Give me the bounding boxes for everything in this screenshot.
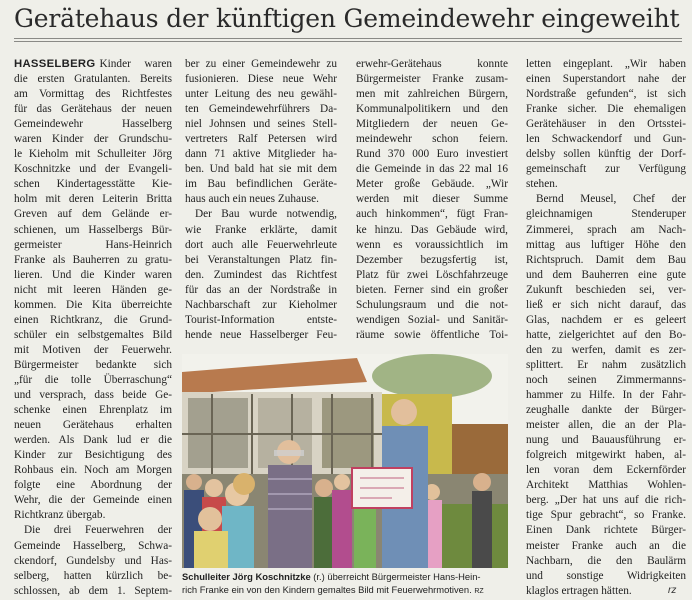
article-line: len Schwackendorf und Gun- [526,133,686,146]
article-line: unter Leitung des neu gewähl- [185,88,337,101]
article-line: fusionieren. Diese neue Wehr [185,73,337,86]
article-line: für das Gerätehaus der neuen [14,103,172,116]
article-line: klaglos ertragen hätten. [526,584,632,597]
article-line: bieten. Ferner sind ein großer [356,283,508,296]
article-line: auch hinkommen“, fügt Fran- [356,208,508,221]
article-line: Dezember bezugsfertig ist, [356,253,508,266]
article-line: neuen Gerätehaus erhalten [14,419,172,432]
article-line: berg. „Der hat uns auf die rich- [526,494,686,507]
article-line: Franke sicher. Die ehemaligen [526,103,686,116]
article-line: gleichnamigen Stenderuper [526,208,686,221]
article-line: schen Kindertagesstätte Kie- [14,178,172,191]
article-line: die Gemeinde in das 22 mal 16 [356,163,508,176]
article-line: Richtkranz übergab. [14,509,106,522]
article-line: einen Richtkranz, die Grund- [14,313,172,326]
article-line: die ersten Gratulanten. Bereits [14,73,172,86]
article-line: Der Bau wurde notwendig, [195,208,337,221]
article-line: Nachbarschaft zur Kieholmer [185,298,337,311]
article-line: stehen. [526,178,558,191]
article-line: letten eingeplant. „Wir haben [526,58,686,70]
article-column-2 [185,57,337,343]
article-line: Bernd Meusel, Chef der [536,193,686,206]
article-column-1 [14,57,172,599]
caption-text-1: (r.) überreicht Bürgermeister Hans-Hein- [310,571,481,582]
article-line: wenn es voraussichtlich im [356,238,508,251]
article-line: folgte eine Abordnung der [14,479,172,492]
article-line: holm mit deren Leiterin Britta [14,193,172,206]
article-line: Glas, nachdem er es geleert [526,313,686,326]
photo-credit: RZ [474,588,484,595]
caption-text-2: rich Franke ein von den Kindern gemaltes Bild mit Feuerwehrmotiven. [182,584,472,595]
article-line: mit Motiven der Feuerwehr. [14,343,172,356]
article-line: Gemeindewehr Hasselberg [14,118,172,131]
article-line: ten Gemeindewehrführers Da- [185,103,337,116]
article-line: le Kieholm mit Schulleiter Jörg [14,148,172,161]
article-line: für das an der Nordstraße in [185,283,337,296]
article-line: meister Franke auch an die [526,539,686,552]
article-line: germeister Hans-Heinrich [14,238,172,251]
article-line: Meter große Gebäude. „Wir [356,178,508,191]
article-line: Franke als Bauherren zu gratu- [14,253,172,266]
article-line: dort auch alle Feuerwehrleute [185,238,337,251]
article-line: im Bau befindlichen Geräte- [185,178,337,191]
article-line: selberg, hatten kürzlich be- [14,569,172,582]
article-line: räume sowie öffentliche Toi- [356,328,508,341]
article-line: nicht mit leeren Händen ge- [14,283,172,296]
article-line: ke hinzu. Das Gebäude wird, [356,223,508,236]
article-line: Die drei Feuerwehren der [24,524,172,537]
article-line: hatte, zielgerichtet auf den Bo- [526,328,686,341]
article-line: und versprach, dass beide Ge- [14,389,172,402]
article-line: werden mit dieser Summe [356,193,508,206]
headline: Gerätehaus der künftigen Gemeindewehr eingeweiht [14,4,680,33]
article-line: Wehr, die der Gemeinde einen [14,494,172,507]
article-line: Gemeinde Hasselberg, Schwa- [14,539,172,552]
article-line: Architekt Matthias Wohlen- [526,479,686,492]
article-column-3 [356,57,508,343]
article-line: Rund 370 000 Euro investiert [356,148,508,161]
article-line: Einen Dank richtete Bürger- [526,524,686,537]
article-line: ließ er sich nicht darauf, das [526,298,686,311]
article-line: schenke einen Ehrenplatz im [14,404,172,417]
article-line: dann 71 aktive Mitglieder ha- [185,148,337,161]
article-line: Nordstraße gefunden“, ist sich [526,88,686,101]
headline-rule-bottom [14,41,682,42]
article-line: Bürgermeister Franke zusam- [356,73,508,86]
article-line: niel Johnsen und seines Stell- [185,118,337,131]
article-column-4 [526,57,686,599]
article-line: und sonstige Widrigkeiten [526,569,686,582]
article-line: tige Spur gebracht“, so Franke. [526,509,686,522]
article-line: Rohbaus ein. Noch am Morgen [14,464,172,477]
article-line: haus auch ein neues Zuhause. [185,193,319,206]
article-line: den zu werfen, damit es zer- [526,343,686,356]
article-line: Kinder zur Besichtigung des [14,449,172,462]
article-line: noch seinen Zimmermanns- [526,373,686,386]
article-line: schlossen, ab dem 1. Septem- [14,584,172,597]
article-text: Kinder waren [99,58,172,70]
article-line: erwehr-Gerätehaus konnte [356,58,508,70]
article-line: Gerätehäuser in den Ortsstei- [526,118,686,131]
photo-caption [182,570,508,598]
article-line: Mitgliedern der neuen Ge- [356,118,508,131]
article-line: Koschnitzke und der Evangeli- [14,163,172,176]
article-line: einen Superstandort nahe der [526,73,686,86]
article-photo [182,354,508,568]
article-line: hammer zu Hilfe. In der Fahr- [526,389,686,402]
article-line: Richtspruch. Damit dem Bau [526,253,686,266]
headline-rule-top [14,38,682,39]
article-line [14,57,172,72]
article-line: hende neue Hasselberger Feu- [185,328,337,341]
article-line: Platz für zwei Löschfahrzeuge [356,268,508,281]
article-line: „für die tolle Überraschung“ [14,373,172,386]
article-line: schienen, um Hasselbergs Bür- [14,223,172,236]
article-line: gemeinschaft zur Verfügung [526,163,686,176]
article-line: Greven auf dem Gelände er- [14,208,172,221]
dateline: HASSELBERG [14,58,96,70]
article-line: wie Franke erklärte, damit [185,223,337,236]
article-line: nung und Bauausführung er- [526,434,686,447]
article-line: Zukunft beschieden sei, ver- [526,283,686,296]
article-line: meister allen, die an der Pla- [526,419,686,432]
article-line: und dem Bauherren eine gute [526,268,686,281]
article-line: ber zu einer Gemeindewehr zu [185,58,337,70]
article-line: splittert. Er nahm zusätzlich [526,358,686,371]
article-line: delsby sollen künftig der Dorf- [526,148,686,161]
article-line: ckendorf, Gundelsby und Has- [14,554,172,567]
article-line: mittag aus luftiger Höhe den [526,238,686,251]
article-line: Bürgermeister bedankte sich [14,358,172,371]
caption-person: Schulleiter Jörg Koschnitzke [182,571,311,582]
article-line: kommen. Die Kita überreichte [14,298,172,311]
article-line: den. Zumindest das Richtfest [185,268,337,281]
article-line: Kommunalpolitikern und den [356,103,508,116]
article-line: len voran dem Eckernförder [526,464,686,477]
article-line: werden. Als Dank lud er die [14,434,172,447]
article-line: zeughalle dankte der Bürger- [526,404,686,417]
article-line: lieren. Und die Kinder waren [14,268,172,281]
article-line: Tourist-Information entste- [185,313,337,326]
article-line: am Vormittag des Richtfestes [14,88,172,101]
corner-mark: rz [668,585,677,596]
article-line: Schulungsraum und die not- [356,298,508,311]
article-line: Nachbarn, die den Baulärm [526,554,686,567]
article-line: bei Veranstaltungen Platz fin- [185,253,337,266]
article-line: Zimmerei, sprach am Nach- [526,223,686,236]
article-line: folgreich mitgewirkt haben, al- [526,449,686,462]
article-line: wendigen Sozial- und Sanitär- [356,313,508,326]
article-line: waren Kinder der Grundschu- [14,133,172,146]
article-line: meindewehr schon feiern. [356,133,508,146]
article-line: men mit zahlreichen Bürgern, [356,88,508,101]
article-line: schüler ein selbstgemaltes Bild [14,328,172,341]
article-line: ben. Und bald hat sie mit dem [185,163,337,176]
article-line: vertreters Ralf Petersen wird [185,133,337,146]
